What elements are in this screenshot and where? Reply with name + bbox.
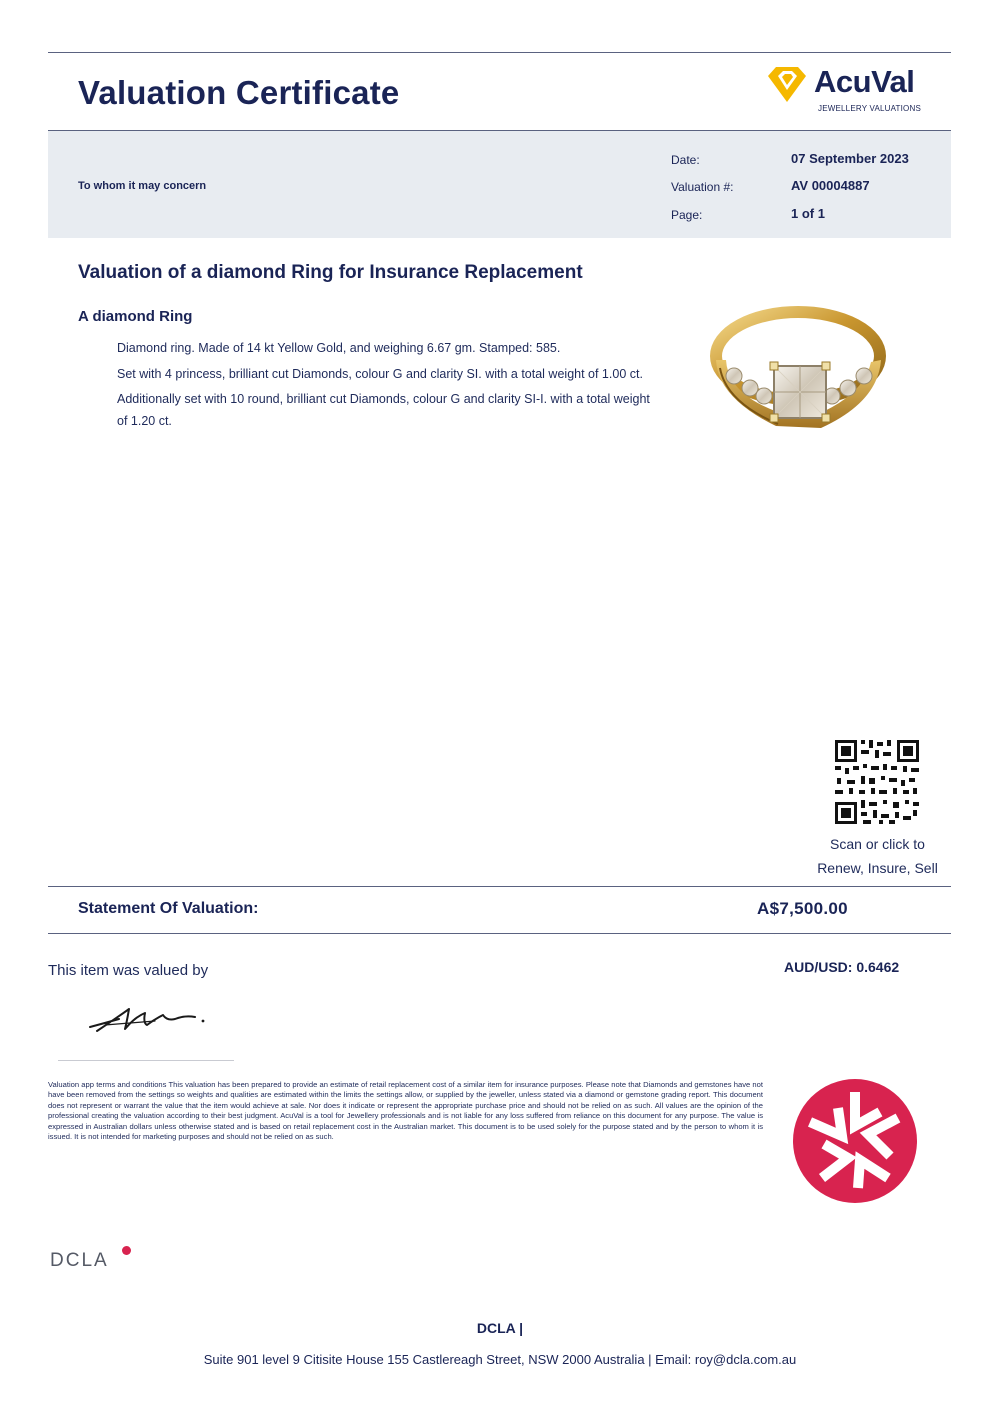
acuval-diamond-icon bbox=[764, 64, 814, 106]
valuation-heading: Valuation of a diamond Ring for Insurance Replacement bbox=[78, 262, 583, 283]
signature-line bbox=[58, 1060, 234, 1061]
qr-caption-line-1: Scan or click to bbox=[830, 836, 925, 852]
page-title: Valuation Certificate bbox=[78, 74, 400, 111]
statement-value: A$7,500.00 bbox=[757, 899, 848, 918]
date-value: 07 September 2023 bbox=[791, 151, 909, 166]
ring-photo bbox=[706, 298, 886, 458]
date-label: Date: bbox=[671, 153, 700, 167]
description-paragraph: Additionally set with 10 round, brilliant cut Diamonds, colour G and clarity SI-I. with a total weight of 1.20 ct. bbox=[117, 392, 650, 428]
page-value: 1 of 1 bbox=[791, 206, 825, 221]
acuval-logo bbox=[764, 62, 954, 118]
footer-company-name: DCLA | bbox=[476, 1320, 524, 1336]
footer-address[interactable]: Suite 901 level 9 Citisite House 155 Castlereagh Street, NSW 2000 Australia | Email: roy@dcla.com.au bbox=[203, 1352, 797, 1367]
princess-diamonds bbox=[774, 366, 826, 418]
logo-tagline: JEWELLERY VALUATIONS bbox=[818, 104, 921, 113]
valuer-signature bbox=[85, 995, 215, 1040]
description-paragraph: Diamond ring. Made of 14 kt Yellow Gold, and weighing 6.67 gm. Stamped: 585. bbox=[117, 341, 561, 355]
valued-by-text: This item was valued by bbox=[48, 962, 209, 979]
statement-bottom-rule bbox=[48, 933, 951, 934]
terms-and-conditions: Valuation app terms and conditions This valuation has been prepared to provide an estimate of retail replacement cost of a similar item for insurance purposes. Please note that Diamonds and gemstones have not have been removed from the settings so weights and qualities are estimated within the limits the settings allow, or supplied by the jeweller, unless stated via a diamond or gemstone grading report. This document does not represent or warrant the value that the item would achieve at sale. Nor does it indicate or represent the appropriate purchase price and should not be relied on as such. All values are the opinion of the professional creating the valuation according to their best judgment. AcuVal is a tool for Jewellery professionals and is not liable for any loss suffered from reliance on this document for any purpose. The value is expressed in Australian dollars unless otherwise stated and is based on retail replacement cost in the Australian market. This document is to be used solely for the purpose stated and by the person to whom it is issued. It is not intended for marketing purposes and should not be relied on as such. bbox=[48, 1080, 763, 1142]
qr-code[interactable] bbox=[833, 738, 921, 826]
description-paragraph: Set with 4 princess, brilliant cut Diamonds, colour G and clarity SI. with a total weight of 1.00 ct. bbox=[117, 366, 643, 381]
item-description bbox=[117, 338, 657, 436]
info-band bbox=[48, 131, 951, 238]
logo-brand-text: AcuVal bbox=[814, 64, 915, 99]
page-label: Page: bbox=[671, 208, 703, 222]
dcla-logo bbox=[50, 1250, 109, 1272]
valuation-number-label: Valuation #: bbox=[671, 180, 734, 194]
item-title: A diamond Ring bbox=[78, 308, 193, 325]
top-rule bbox=[48, 52, 951, 53]
seal-icon bbox=[792, 1078, 918, 1204]
dcla-logo-dot-icon bbox=[122, 1246, 131, 1255]
qr-caption-line-2: Renew, Insure, Sell bbox=[817, 860, 938, 876]
dcla-logo-text: DCLA bbox=[50, 1250, 109, 1271]
statement-top-rule bbox=[48, 886, 951, 887]
statement-label: Statement Of Valuation: bbox=[78, 900, 259, 917]
exchange-rate: AUD/USD: 0.6462 bbox=[784, 959, 900, 975]
valuation-number-value: AV 00004887 bbox=[791, 178, 870, 193]
qr-caption bbox=[800, 832, 955, 880]
recipient-text: To whom it may concern bbox=[78, 180, 207, 192]
